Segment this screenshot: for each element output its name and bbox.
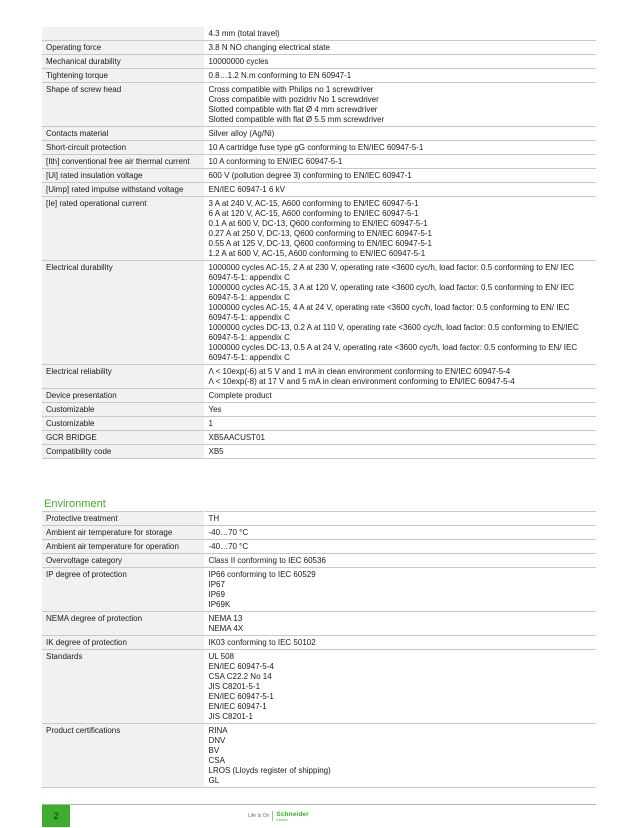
- row-label: [Ie] rated operational current: [42, 197, 204, 261]
- value-line: CSA C22.2 No 14: [208, 672, 272, 681]
- row-label: Compatibility code: [42, 445, 204, 459]
- page-number: 2: [42, 805, 70, 827]
- table-row: [42, 197, 596, 261]
- row-label: Ambient air temperature for storage: [42, 526, 204, 540]
- value-line: 3.8 N NO changing electrical state: [208, 43, 330, 52]
- value-line: IP67: [208, 580, 225, 589]
- brand-separator: [272, 811, 273, 821]
- value-line: -40…70 °C: [208, 542, 249, 551]
- value-line: UL 508: [208, 652, 234, 661]
- brand-tagline: Life Is On: [248, 813, 270, 819]
- row-value: [204, 365, 596, 389]
- table-row: [42, 169, 596, 183]
- value-line: Λ < 10exp(-8) at 17 V and 5 mA in clean environment conforming to EN/IEC 60947-5-4: [208, 377, 515, 386]
- value-line: GL: [208, 776, 220, 785]
- row-value: [204, 27, 596, 41]
- table-row: [42, 650, 596, 724]
- table-row: [42, 27, 596, 41]
- value-line: JIS C8201-1: [208, 712, 253, 721]
- row-label: Protective treatment: [42, 512, 204, 526]
- row-value: [204, 724, 596, 788]
- row-label: [Ui] rated insulation voltage: [42, 169, 204, 183]
- value-line: Λ < 10exp(-6) at 5 V and 1 mA in clean environment conforming to EN/IEC 60947-5-4: [208, 367, 511, 376]
- value-line: 0.55 A at 125 V, DC-13, Q600 conforming to EN/IEC 60947-5-1: [208, 239, 432, 248]
- value-line: 1000000 cycles AC-15, 3 A at 120 V, operating rate <3600 cyc/h, load factor: 0.5 conforming to EN/ IEC 60947-5-1: appendix C: [208, 283, 574, 302]
- row-label: Customizable: [42, 403, 204, 417]
- row-label: Device presentation: [42, 389, 204, 403]
- value-line: 10000000 cycles: [208, 57, 269, 66]
- table-row: [42, 526, 596, 540]
- value-line: IP69: [208, 590, 225, 599]
- table-row: [42, 127, 596, 141]
- value-line: Cross compatible with Philips no 1 screwdriver: [208, 85, 374, 94]
- row-label: Customizable: [42, 417, 204, 431]
- row-label: Ambient air temperature for operation: [42, 540, 204, 554]
- row-label: Standards: [42, 650, 204, 724]
- value-line: Cross compatible with pozidriv No 1 screwdriver: [208, 95, 379, 104]
- value-line: 0.1 A at 600 V, DC-13, Q600 conforming to EN/IEC 60947-5-1: [208, 219, 428, 228]
- value-line: 1000000 cycles AC-15, 2 A at 230 V, operating rate <3600 cyc/h, load factor: 0.5 conforming to EN/ IEC 60947-5-1: appendix C: [208, 263, 574, 282]
- row-value: [204, 127, 596, 141]
- value-line: 0.8…1.2 N.m conforming to EN 60947-1: [208, 71, 352, 80]
- row-value: [204, 512, 596, 526]
- row-label: IP degree of protection: [42, 568, 204, 612]
- value-line: 10 A cartridge fuse type gG conforming to EN/IEC 60947-5-1: [208, 143, 424, 152]
- value-line: 1000000 cycles DC-13, 0.2 A at 110 V, operating rate <3600 cyc/h, load factor: 0.5 conforming to EN/IEC 60947-5-1: appendix C: [208, 323, 579, 342]
- section-title-environment: Environment: [44, 498, 106, 510]
- value-line: 1: [208, 419, 213, 428]
- row-label: Short-circuit protection: [42, 141, 204, 155]
- row-label: Contacts material: [42, 127, 204, 141]
- value-line: EN/IEC 60947-1: [208, 702, 267, 711]
- row-label: Tightening torque: [42, 69, 204, 83]
- row-value: [204, 568, 596, 612]
- value-line: IP69K: [208, 600, 231, 609]
- value-line: Complete product: [208, 391, 272, 400]
- value-line: DNV: [208, 736, 226, 745]
- value-line: TH: [208, 514, 220, 523]
- row-value: [204, 169, 596, 183]
- table-row: [42, 261, 596, 365]
- value-line: EN/IEC 60947-5-4: [208, 662, 274, 671]
- row-value: [204, 526, 596, 540]
- value-line: Yes: [208, 405, 222, 414]
- brand-name: Schneider: [276, 810, 309, 818]
- value-line: CSA: [208, 756, 225, 765]
- value-line: NEMA 13: [208, 614, 243, 623]
- row-label: Electrical durability: [42, 261, 204, 365]
- row-label: Electrical reliability: [42, 365, 204, 389]
- row-label: IK degree of protection: [42, 636, 204, 650]
- value-line: 1.2 A at 600 V, AC-15, A600 conforming to EN/IEC 60947-5-1: [208, 249, 426, 258]
- row-label: [Uimp] rated impulse withstand voltage: [42, 183, 204, 197]
- row-value: [204, 389, 596, 403]
- table-row: [42, 183, 596, 197]
- row-value: [204, 197, 596, 261]
- value-line: IP66 conforming to IEC 60529: [208, 570, 316, 579]
- value-line: 6 A at 120 V, AC-15, A600 conforming to EN/IEC 60947-5-1: [208, 209, 419, 218]
- brand-logo: [248, 808, 309, 824]
- characteristics-table: [42, 27, 596, 459]
- value-line: Class II conforming to IEC 60536: [208, 556, 326, 565]
- table-row: [42, 155, 596, 169]
- row-label: Mechanical durability: [42, 55, 204, 69]
- row-value: [204, 650, 596, 724]
- value-line: 4.3 mm (total travel): [208, 29, 280, 38]
- row-label: Shape of screw head: [42, 83, 204, 127]
- value-line: XB5AACUST01: [208, 433, 265, 442]
- row-value: [204, 540, 596, 554]
- value-line: BV: [208, 746, 220, 755]
- value-line: EN/IEC 60947-1 6 kV: [208, 185, 285, 194]
- table-row: [42, 69, 596, 83]
- row-value: [204, 41, 596, 55]
- row-value: [204, 155, 596, 169]
- row-value: [204, 261, 596, 365]
- row-label: [42, 27, 204, 41]
- row-value: [204, 83, 596, 127]
- value-line: 1000000 cycles DC-13, 0.5 A at 24 V, operating rate <3600 cyc/h, load factor: 0.5 conforming to EN/ IEC 60947-5-1: appendix C: [208, 343, 578, 362]
- environment-table: [42, 511, 596, 788]
- table-row: [42, 568, 596, 612]
- brand-subname: Electric: [276, 817, 288, 822]
- row-label: GCR BRIDGE: [42, 431, 204, 445]
- row-label: Product certifications: [42, 724, 204, 788]
- row-value: [204, 417, 596, 431]
- table-row: [42, 55, 596, 69]
- value-line: XB5: [208, 447, 224, 456]
- table-row: [42, 365, 596, 389]
- value-line: 0.27 A at 250 V, DC-13, Q600 conforming to EN/IEC 60947-5-1: [208, 229, 432, 238]
- row-label: Operating force: [42, 41, 204, 55]
- value-line: Slotted compatible with flat Ø 5.5 mm screwdriver: [208, 115, 385, 124]
- table-row: [42, 636, 596, 650]
- row-value: [204, 55, 596, 69]
- value-line: 1000000 cycles AC-15, 4 A at 24 V, operating rate <3600 cyc/h, load factor: 0.5 conforming to EN/ IEC 60947-5-1: appendix C: [208, 303, 570, 322]
- table-row: [42, 540, 596, 554]
- value-line: 10 A conforming to EN/IEC 60947-5-1: [208, 157, 343, 166]
- table-row: [42, 445, 596, 459]
- row-value: [204, 554, 596, 568]
- value-line: NEMA 4X: [208, 624, 244, 633]
- value-line: RINA: [208, 726, 228, 735]
- footer-divider: [42, 804, 596, 805]
- table-row: [42, 417, 596, 431]
- row-value: [204, 636, 596, 650]
- value-line: 3 A at 240 V, AC-15, A600 conforming to EN/IEC 60947-5-1: [208, 199, 419, 208]
- value-line: JIS C8201-5-1: [208, 682, 261, 691]
- table-row: [42, 41, 596, 55]
- table-row: [42, 403, 596, 417]
- table-row: [42, 389, 596, 403]
- table-row: [42, 141, 596, 155]
- table-row: [42, 612, 596, 636]
- row-label: [Ith] conventional free air thermal current: [42, 155, 204, 169]
- row-value: [204, 69, 596, 83]
- table-row: [42, 554, 596, 568]
- table-row: [42, 512, 596, 526]
- table-row: [42, 431, 596, 445]
- value-line: Slotted compatible with flat Ø 4 mm screwdriver: [208, 105, 378, 114]
- schneider-logo: [276, 811, 308, 822]
- table-row: [42, 724, 596, 788]
- table-row: [42, 83, 596, 127]
- row-label: NEMA degree of protection: [42, 612, 204, 636]
- value-line: -40…70 °C: [208, 528, 249, 537]
- value-line: 600 V (pollution degree 3) conforming to EN/IEC 60947-1: [208, 171, 412, 180]
- value-line: EN/IEC 60947-5-1: [208, 692, 274, 701]
- row-value: [204, 141, 596, 155]
- row-value: [204, 403, 596, 417]
- value-line: Silver alloy (Ag/Ni): [208, 129, 275, 138]
- row-value: [204, 612, 596, 636]
- row-value: [204, 183, 596, 197]
- value-line: IK03 conforming to IEC 50102: [208, 638, 316, 647]
- row-label: Overvoltage category: [42, 554, 204, 568]
- row-value: [204, 445, 596, 459]
- value-line: LROS (Lloyds register of shipping): [208, 766, 331, 775]
- row-value: [204, 431, 596, 445]
